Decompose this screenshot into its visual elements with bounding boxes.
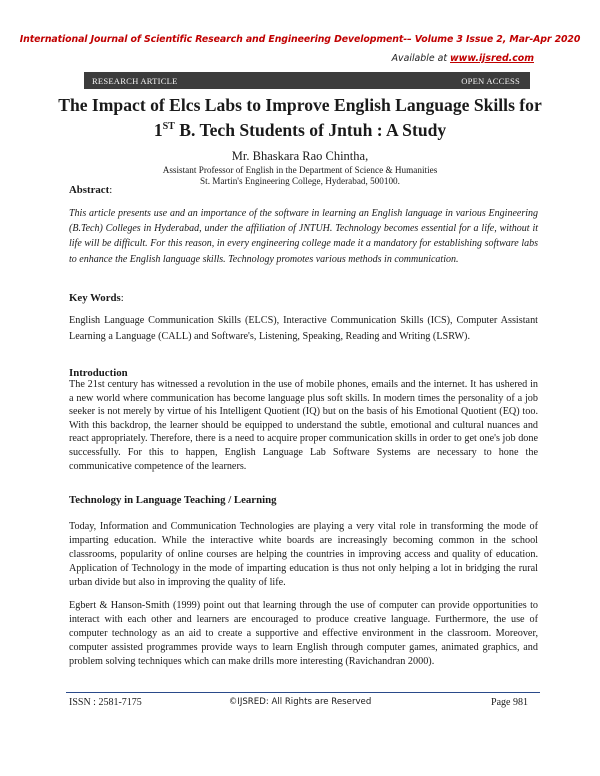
journal-url-link[interactable]: www.ijsred.com <box>450 53 534 64</box>
footer-rule <box>66 692 540 693</box>
technology-para-2: Egbert & Hanson-Smith (1999) point out that learning through the use of computer can provide opportunities to interact with each other and learners are encouraged to produce creative language. Furthermore, the use of computer technology as an aid to create a supportive and effective environment in the classroom. Moreover, computer assisted programmes provide ways to learn English through computer games, animated graphics, and problem solving techniques which can make drills more interesting (Ravichandran 2000). <box>69 600 538 667</box>
affiliation-line-2: St. Martin's Engineering College, Hyderabad, 500100. <box>200 175 400 186</box>
technology-heading: Technology in Language Teaching / Learning <box>69 494 277 506</box>
technology-para-1: Today, Information and Communication Technologies are playing a very vital role in transforming the mode of imparting education. While the interactive white boards are increasingly becoming common in the school classrooms, popularity of online courses are helping the countries in improving access and quality of education. Application of Technology in the mode of imparting education is thus not only helping a lot in bridging the rural urban divide but also in improving the quality of life. <box>69 521 538 588</box>
availability-line <box>392 53 534 64</box>
affiliation-line-1: Assistant Professor of English in the Department of Science & Humanities <box>162 165 438 175</box>
title-line-2: 1ST B. Tech Students of Jntuh : A Study <box>153 119 447 140</box>
title-line-1: The Impact of Elcs Labs to Improve English Language Skills for <box>58 95 542 115</box>
footer-rights: ©IJSRED: All Rights are Reserved <box>228 697 372 707</box>
paper-title <box>40 95 560 141</box>
research-article-label: RESEARCH ARTICLE <box>92 75 178 86</box>
abstract-heading: Abstract: <box>69 184 113 196</box>
author-name: Mr. Bhaskara Rao Chintha, <box>231 149 369 163</box>
available-label: Available at <box>391 53 451 64</box>
introduction-heading: Introduction <box>69 367 128 379</box>
introduction-text: The 21st century has witnessed a revolution in the use of mobile phones, emails and the internet. It has ushered in a new world where communication has become language plus soft skills. In modern times the personality of a job seeker is not merely by virtue of his Intelligent Quotient (IQ) but on the basis of his Emotional Quotient (EQ) too. With this backdrop, the learner should be equipped to understand the subtle, emotional and cultural nuances and react appropriately. Therefore, there is a need to acquire proper communication skills in order to get one's job done successfully. For this to happen, English Language Lab Software Systems are necessary to hone the communicative competence of the learners. <box>69 379 538 472</box>
journal-header: International Journal of Scientific Research and Engineering Development-– Volume 3 Issue 2, Mar-Apr 2020 <box>19 34 581 45</box>
article-type-bar <box>84 72 530 89</box>
abstract-text: This article presents use and an importance of the software in learning an English language in various Engineering (B.Tech) Colleges in Hyderabad, under the affiliation of JNTUH. Technology becomes essential for a life, without it life will be difficult. For this reason, in every engineering college made it a mandatory for establishing software labs to enhance the English language skills. Technology promotes various methods in communication. <box>69 208 538 265</box>
keywords-text: English Language Communication Skills (ELCS), Interactive Communication Skills (ICS), Computer Assistant Learning a Language (CALL) and Software's, Listening, Speaking, Reading and Writing (LSRW). <box>69 315 538 342</box>
open-access-label: OPEN ACCESS <box>461 75 520 86</box>
footer-page-number: Page 981 <box>491 697 528 708</box>
keywords-heading: Key Words: <box>69 292 124 304</box>
footer-issn: ISSN : 2581-7175 <box>69 697 142 708</box>
